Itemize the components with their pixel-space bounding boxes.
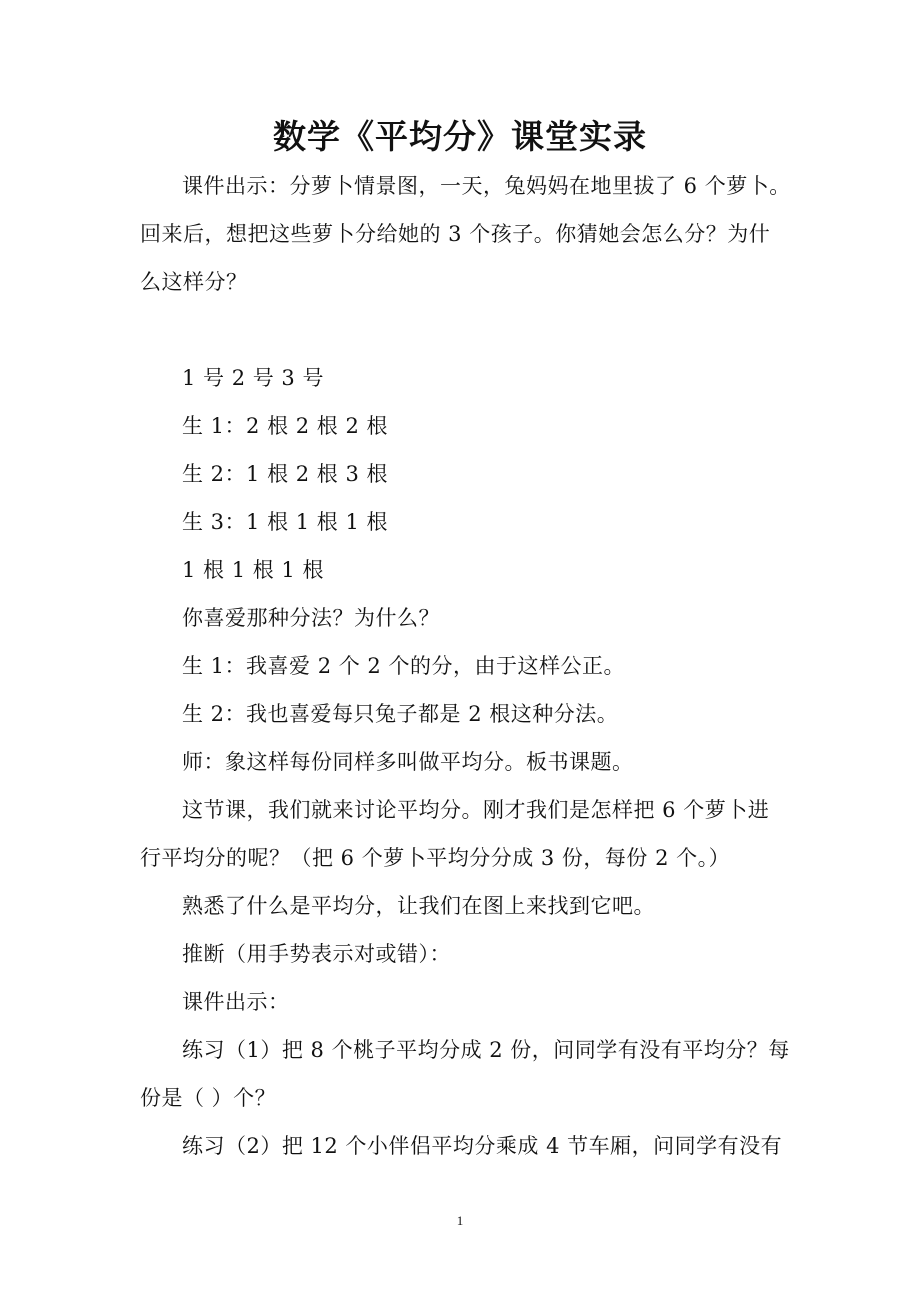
paragraph-line: 么这样分？ xyxy=(140,270,248,294)
paragraph-line: 行平均分的呢？（把 6 个萝卜平均分分成 3 份，每份 2 个。） xyxy=(140,846,731,870)
paragraph-line: 生 3：1 根 1 根 1 根 xyxy=(182,510,388,534)
paragraph-line: 你喜爱那种分法？为什么？ xyxy=(182,606,440,630)
paragraph-line: 生 1：我喜爱 2 个 2 个的分，由于这样公正。 xyxy=(182,654,625,678)
paragraph-line: 份是（ ）个？ xyxy=(140,1086,277,1110)
paragraph-line: 练习（2）把 12 个小伴侣平均分乘成 4 节车厢，问同学有没有 xyxy=(182,1134,783,1158)
page-number: 1 xyxy=(456,1213,464,1228)
paragraph-line: 1 根 1 根 1 根 xyxy=(182,558,324,582)
paragraph-line: 推断（用手势表示对或错）： xyxy=(182,942,451,966)
paragraph-line: 生 1：2 根 2 根 2 根 xyxy=(182,414,388,438)
paragraph-line: 练习（1）把 8 个桃子平均分成 2 份，问同学有没有平均分？每 xyxy=(182,1038,790,1062)
paragraph-line: 1 号 2 号 3 号 xyxy=(182,366,324,390)
paragraph-line: 熟悉了什么是平均分，让我们在图上来找到它吧。 xyxy=(182,894,655,918)
document-title: 数学《平均分》课堂实录 xyxy=(273,117,647,156)
paragraph-line: 师：象这样每份同样多叫做平均分。板书课题。 xyxy=(182,750,634,774)
paragraph-line: 生 2：我也喜爱每只兔子都是 2 根这种分法。 xyxy=(182,702,619,726)
paragraph-line: 课件出示：分萝卜情景图，一天，兔妈妈在地里拔了 6 个萝卜。 xyxy=(182,174,791,198)
paragraph-line: 生 2：1 根 2 根 3 根 xyxy=(182,462,388,486)
paragraph-line: 回来后，想把这些萝卜分给她的 3 个孩子。你猜她会怎么分？为什 xyxy=(140,222,771,246)
paragraph-line: 课件出示： xyxy=(182,990,290,1014)
paragraph-line: 这节课，我们就来讨论平均分。刚才我们是怎样把 6 个萝卜进 xyxy=(182,798,770,822)
